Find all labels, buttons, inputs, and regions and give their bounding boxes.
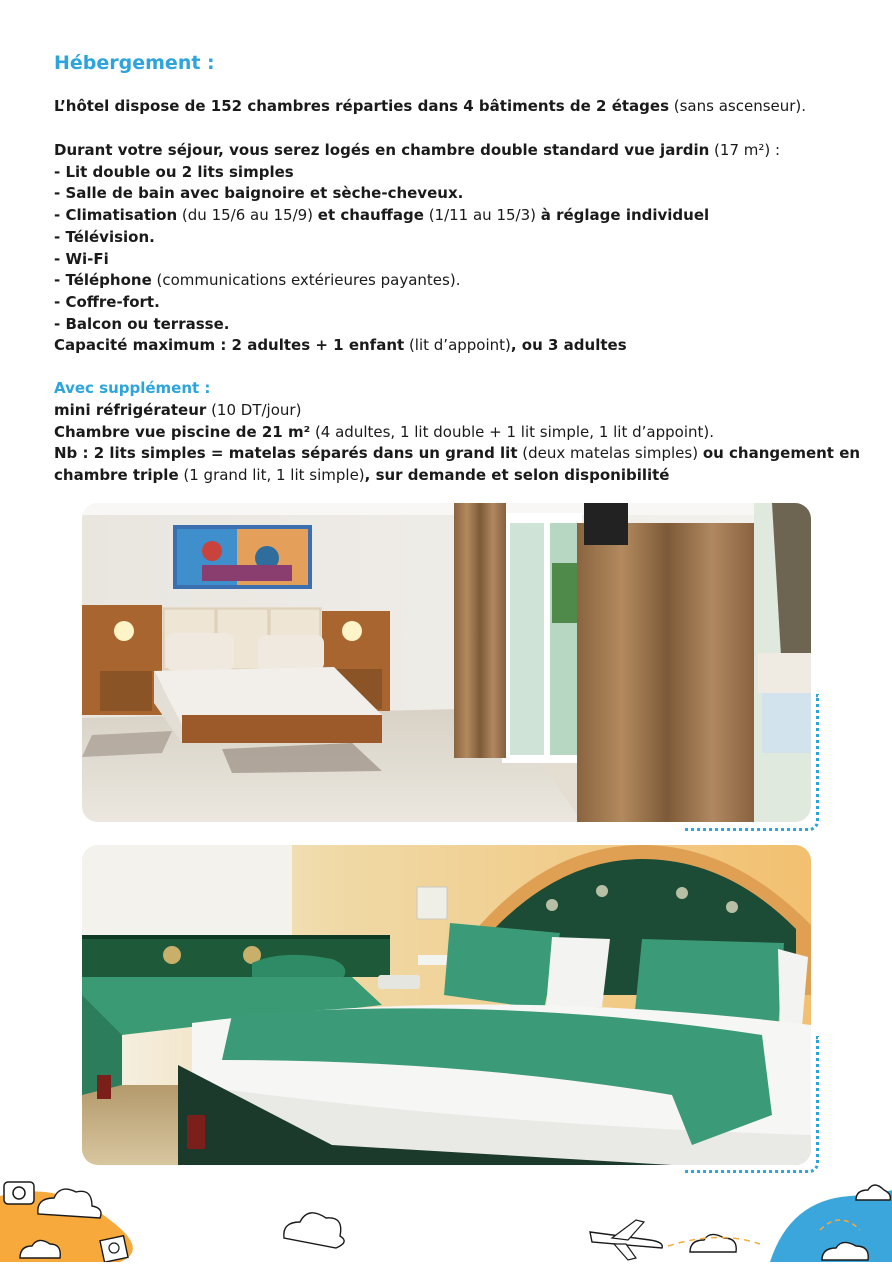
- supplement-title: Avec supplément :: [54, 379, 211, 397]
- room-photo-standard: [82, 503, 811, 822]
- footer-decoration: [0, 1160, 892, 1262]
- list-item: - Salle de bain avec baignoire et sèche-cheveux.: [54, 184, 464, 203]
- section-title: Hébergement :: [54, 52, 215, 74]
- room-description: [54, 140, 854, 357]
- capacity-line: Capacité maximum : 2 adultes + 1 enfant (lit d’appoint), ou 3 adultes: [54, 336, 627, 355]
- cloud-icon: [20, 1185, 890, 1260]
- room-photo-double: [82, 845, 811, 1165]
- room-intro: Durant votre séjour, vous serez logés en chambre double standard vue jardin (17 m²) :: [54, 141, 781, 159]
- list-item: - Téléphone (communications extérieures payantes).: [54, 271, 461, 290]
- list-item: - Climatisation (du 15/6 au 15/9) et chauffage (1/11 au 15/3) à réglage individuel: [54, 206, 710, 225]
- supplement-description: mini réfrigérateur (10 DT/jour) Chambre vue piscine de 21 m² (4 adultes, 1 lit double + 1 lit simple, 1 lit d’appoint). Nb : 2 lits simples = matelas séparés dans un grand lit (deux matelas simples) ou changement en chambre triple (1 grand lit, 1 lit simple), sur demande et selon disponibilité: [54, 401, 861, 485]
- hotel-description: L’hôtel dispose de 152 chambres réparties dans 4 bâtiments de 2 étages (sans ascenseur).: [54, 97, 807, 115]
- camera-icon: [4, 1182, 34, 1204]
- list-item: - Télévision.: [54, 227, 155, 246]
- list-item: - Lit double ou 2 lits simples: [54, 162, 294, 181]
- list-item: - Coffre-fort.: [54, 292, 160, 311]
- photo-icon: [100, 1236, 128, 1262]
- list-item: - Balcon ou terrasse.: [54, 314, 230, 333]
- list-item: - Wi-Fi: [54, 249, 109, 268]
- airplane-icon: [590, 1220, 662, 1260]
